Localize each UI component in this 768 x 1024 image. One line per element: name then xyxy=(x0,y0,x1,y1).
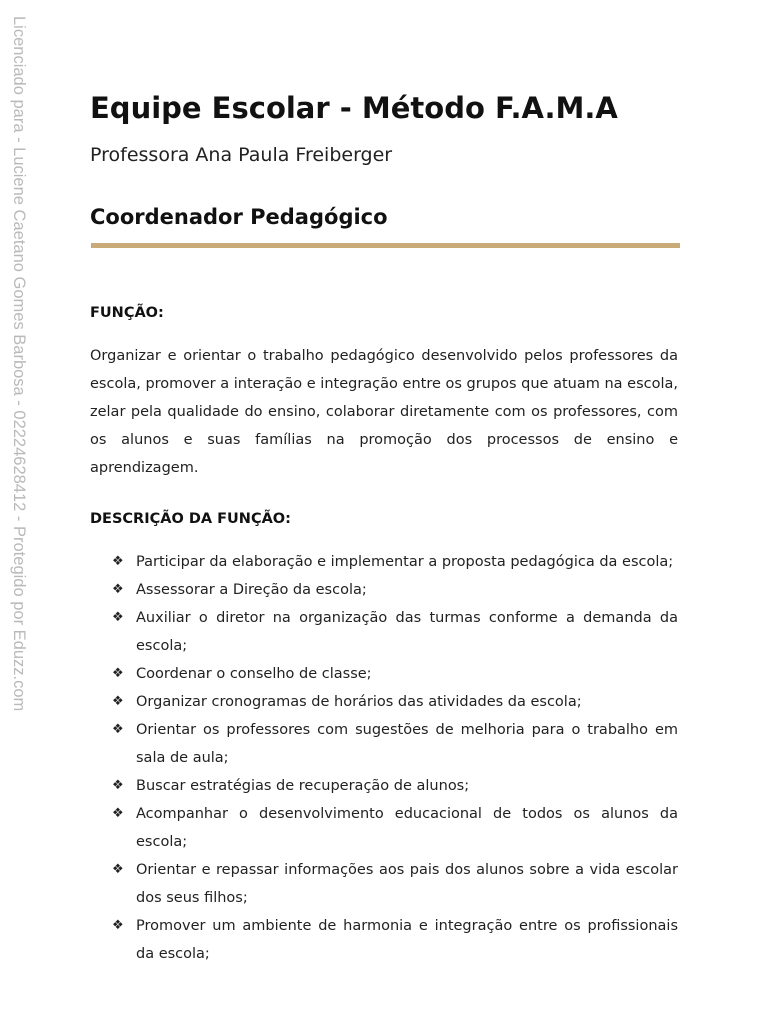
diamond-bullet-icon: ❖ xyxy=(112,610,124,625)
diamond-bullet-icon: ❖ xyxy=(112,694,124,709)
list-item-text: Orientar os professores com sugestões de melhoria para o trabalho em sala de aula; xyxy=(136,722,678,766)
accent-divider xyxy=(91,243,680,248)
list-item xyxy=(112,716,678,772)
diamond-bullet-icon: ❖ xyxy=(112,582,124,597)
list-item-text: Buscar estratégias de recuperação de alunos; xyxy=(136,778,470,794)
diamond-bullet-icon: ❖ xyxy=(112,862,124,877)
role-heading: Coordenador Pedagógico xyxy=(90,205,388,229)
diamond-bullet-icon: ❖ xyxy=(112,806,124,821)
diamond-bullet-icon: ❖ xyxy=(112,554,124,569)
descricao-label: DESCRIÇÃO DA FUNÇÃO: xyxy=(90,511,291,527)
list-item-text: Participar da elaboração e implementar a proposta pedagógica da escola; xyxy=(136,554,674,570)
list-item-text: Acompanhar o desenvolvimento educacional de todos os alunos da escola; xyxy=(136,806,678,850)
list-item xyxy=(112,576,678,604)
list-item xyxy=(112,604,678,660)
duty-list xyxy=(112,548,678,968)
license-watermark: Licenciado para - Luciene Caetano Gomes Barbosa - 02224628412 - Protegido por Eduzz.com xyxy=(10,16,28,712)
diamond-bullet-icon: ❖ xyxy=(112,778,124,793)
list-item xyxy=(112,772,678,800)
funcao-paragraph: Organizar e orientar o trabalho pedagógico desenvolvido pelos professores da escola, promover a interação e integração entre os grupos que atuam na escola, zelar pela qualidade do ensino, colaborar diretamente com os professores, com os alunos e suas famílias na promoção dos processos de ensino e aprendizagem. xyxy=(90,348,678,476)
funcao-label: FUNÇÃO: xyxy=(90,305,164,321)
list-item xyxy=(112,688,678,716)
list-item-text: Promover um ambiente de harmonia e integração entre os profissionais da escola; xyxy=(136,918,678,962)
list-item-text: Orientar e repassar informações aos pais dos alunos sobre a vida escolar dos seus filhos; xyxy=(136,862,678,906)
document-subtitle: Professora Ana Paula Freiberger xyxy=(90,144,393,166)
list-item-text: Assessorar a Direção da escola; xyxy=(136,582,367,598)
list-item xyxy=(112,912,678,968)
list-item-text: Organizar cronogramas de horários das atividades da escola; xyxy=(136,694,582,710)
list-item xyxy=(112,856,678,912)
diamond-bullet-icon: ❖ xyxy=(112,722,124,737)
list-item xyxy=(112,548,678,576)
list-item xyxy=(112,660,678,688)
diamond-bullet-icon: ❖ xyxy=(112,918,124,933)
list-item-text: Coordenar o conselho de classe; xyxy=(136,666,372,682)
list-item-text: Auxiliar o diretor na organização das turmas conforme a demanda da escola; xyxy=(136,610,678,654)
diamond-bullet-icon: ❖ xyxy=(112,666,124,681)
document-title: Equipe Escolar - Método F.A.M.A xyxy=(90,91,618,125)
list-item xyxy=(112,800,678,856)
